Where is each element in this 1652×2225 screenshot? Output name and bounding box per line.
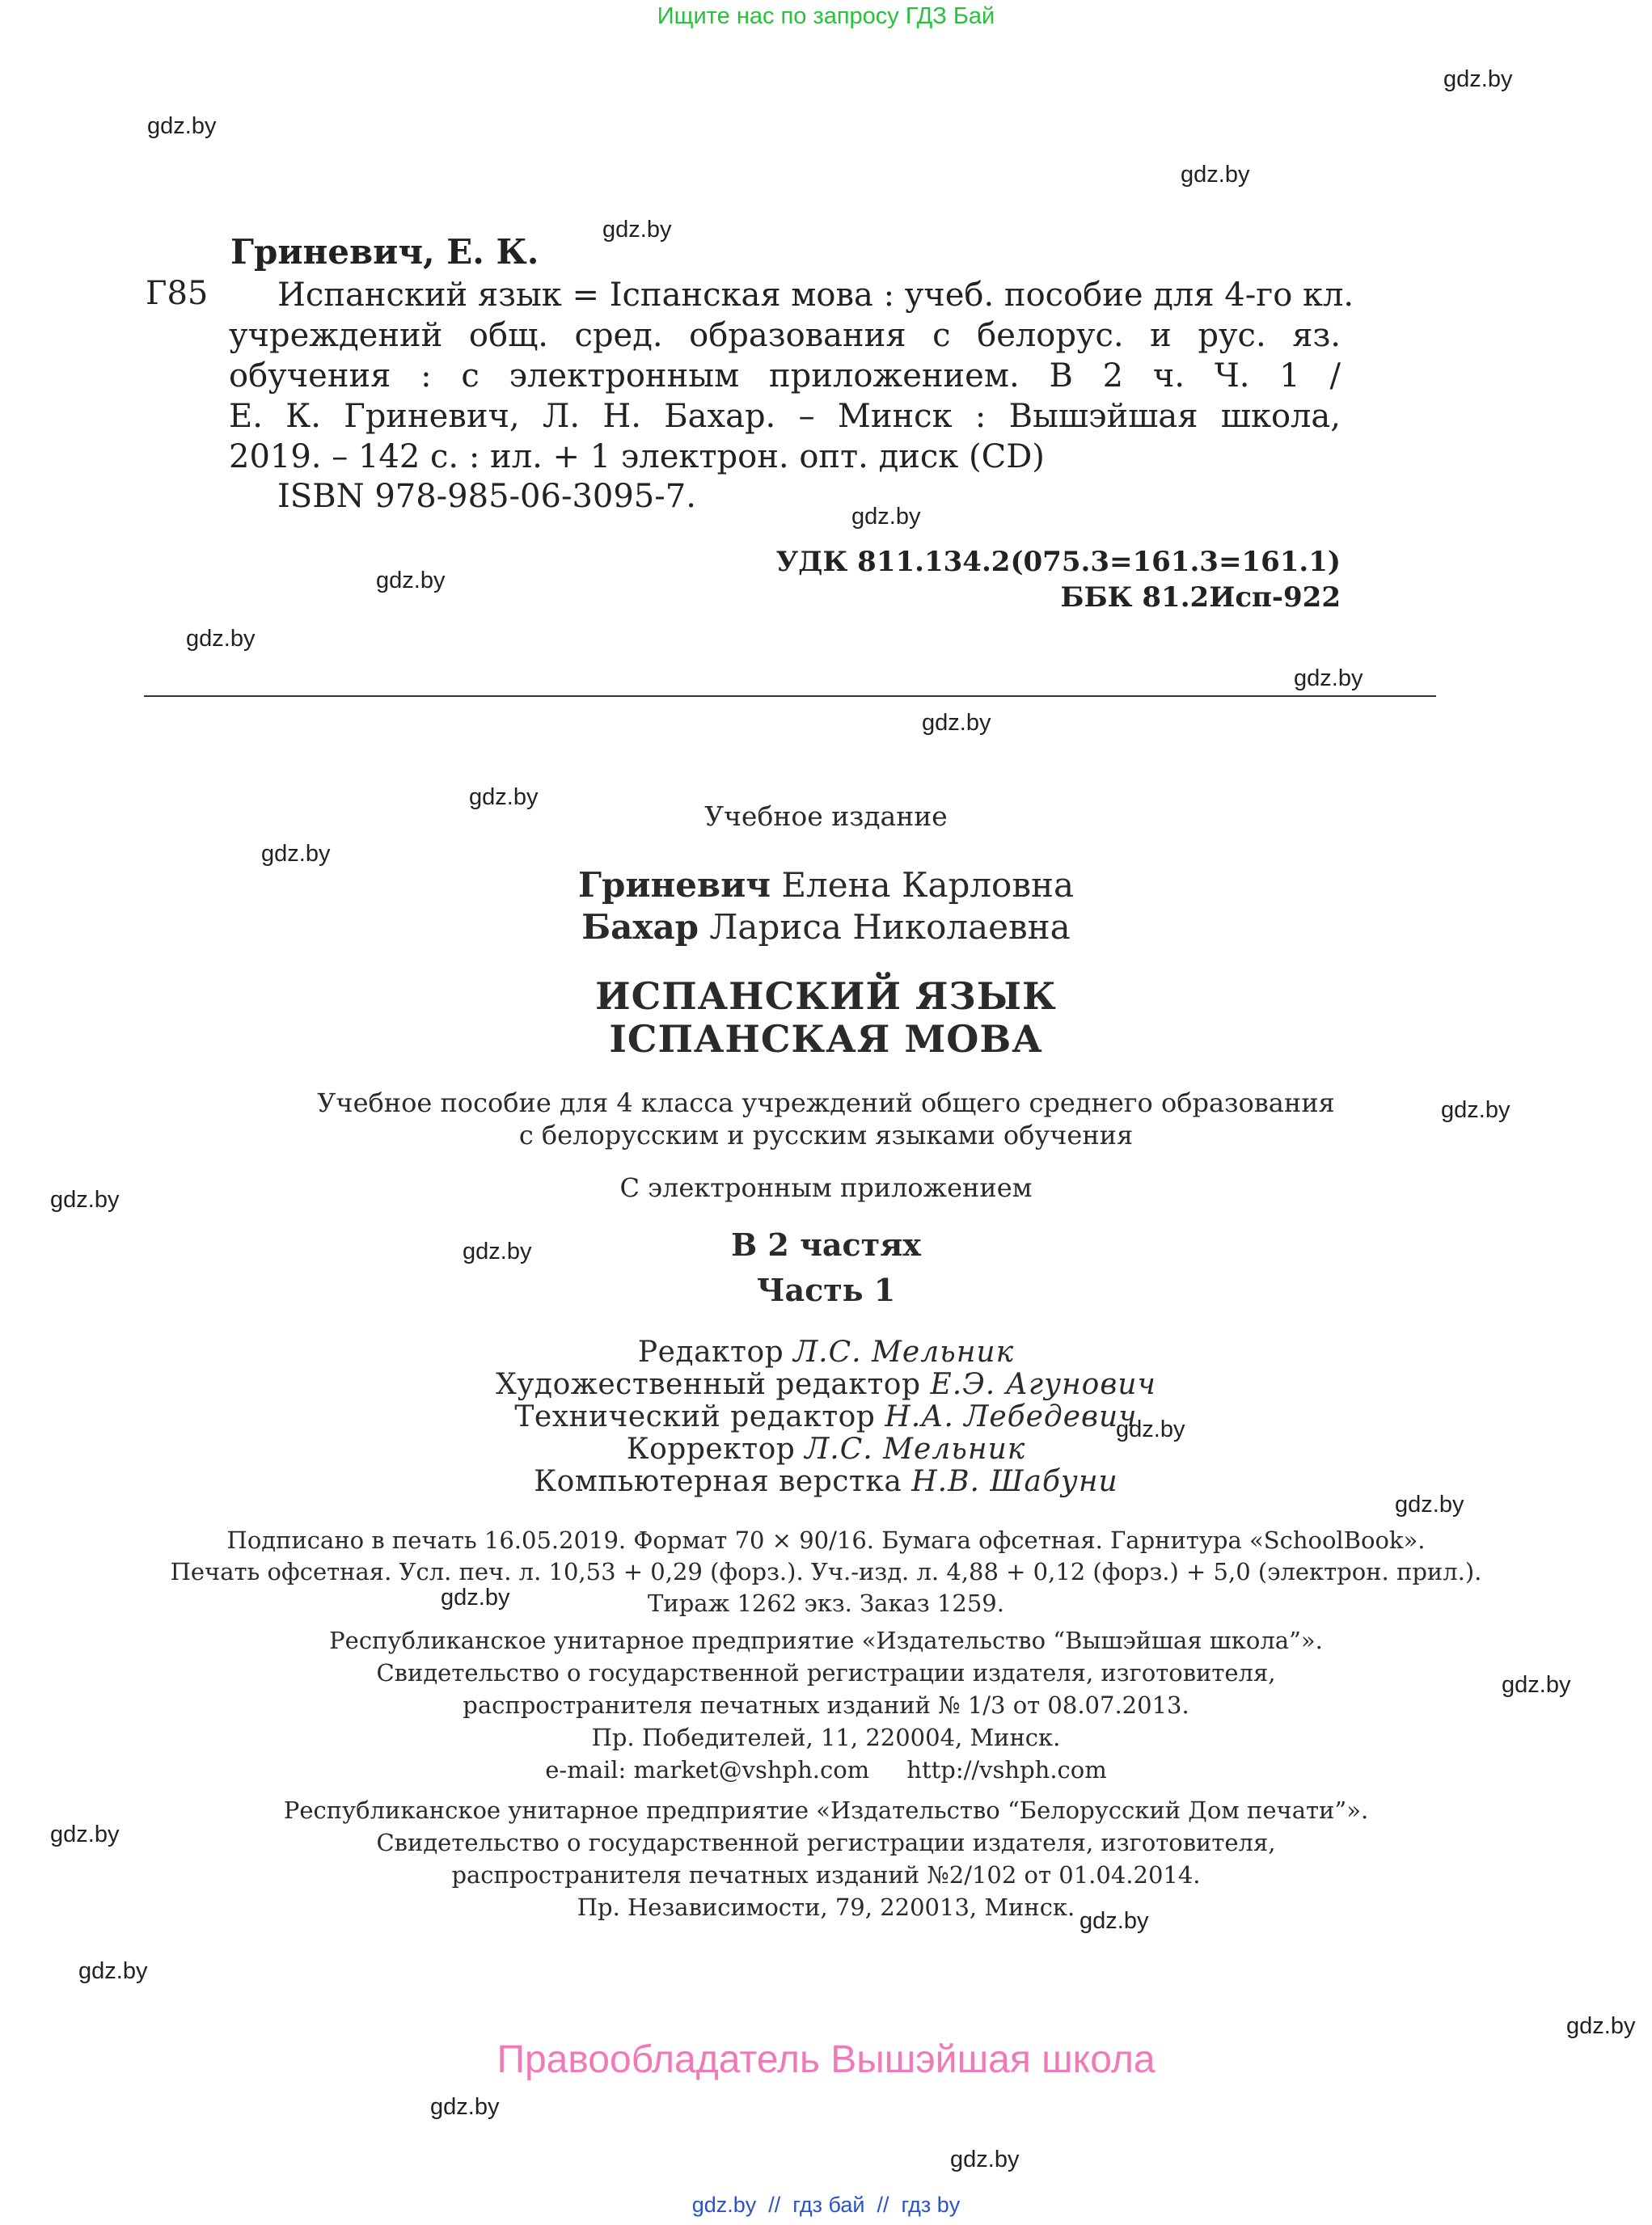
catalog-author: Гриневич, Е. К. (230, 232, 539, 272)
watermark: gdz.by (851, 504, 921, 530)
watermark: gdz.by (922, 710, 991, 736)
catalog-line: обучения : с электронным приложением. В 2 ч. Ч. 1 / (229, 357, 1341, 395)
credit-line (0, 1368, 1652, 1401)
author-1-last-name: Гриневич (577, 865, 771, 905)
title-russian: ИСПАНСКИЙ ЯЗЫК (595, 974, 1057, 1018)
watermark: gdz.by (430, 2094, 500, 2120)
watermark: gdz.by (463, 1239, 532, 1264)
catalog-code: Г85 (146, 275, 209, 312)
part-number: Часть 1 (756, 1272, 896, 1308)
catalog-udk: УДК 811.134.2(075.3=161.3=161.1) (775, 546, 1341, 578)
parts-count: В 2 частях (731, 1226, 921, 1263)
subtitle-line-2: с белорусским и русским языками обучения (518, 1120, 1134, 1150)
catalog-line: 2019. – 142 с. : ил. + 1 электрон. опт. диск (CD) (229, 438, 1045, 475)
printer-line: Пр. Независимости, 79, 220013, Минск. (577, 1894, 1075, 1921)
catalog-description (229, 275, 1354, 477)
watermark: gdz.by (1566, 2013, 1636, 2039)
title-belarusian: ІСПАНСКАЯ МОВА (609, 1017, 1043, 1061)
credit-role: Редактор (637, 1336, 794, 1369)
printer-line: распространителя печатных изданий №2/102 от 01.04.2014. (451, 1861, 1201, 1889)
credit-line (0, 1336, 1652, 1369)
credit-name: Л.С. Мельник (793, 1336, 1015, 1369)
author-2 (0, 907, 1652, 947)
electronic-supplement-note: С электронным приложением (619, 1172, 1033, 1203)
watermark: gdz.by (186, 626, 256, 652)
section-divider (144, 695, 1436, 697)
credit-name: Е.Э. Агунович (930, 1368, 1156, 1401)
author-1 (0, 865, 1652, 905)
watermark: gdz.by (1116, 1416, 1185, 1442)
watermark: gdz.by (50, 1187, 120, 1213)
watermark: gdz.by (441, 1585, 510, 1611)
printer-line: Республиканское унитарное предприятие «Издательство “Белорусский Дом печати”». (283, 1796, 1369, 1824)
publisher-line: Пр. Победителей, 11, 220004, Минск. (591, 1724, 1061, 1751)
credit-name: Н.А. Лебедевич (885, 1400, 1138, 1433)
watermark: gdz.by (469, 784, 539, 810)
author-1-first-names: Елена Карловна (771, 865, 1075, 905)
printer-line: Свидетельство о государственной регистрации издателя, изготовителя, (376, 1829, 1276, 1856)
watermark: gdz.by (147, 113, 217, 139)
credit-role: Компьютерная верстка (534, 1465, 912, 1498)
watermark: gdz.by (261, 841, 331, 867)
bottom-links[interactable]: gdz.by // гдз бай // гдз by (691, 2193, 961, 2217)
watermark: gdz.by (602, 217, 672, 243)
credit-line (0, 1400, 1652, 1433)
subtitle-line-1: Учебное пособие для 4 класса учреждений общего среднего образования (317, 1087, 1335, 1118)
credit-line (0, 1433, 1652, 1466)
credit-role: Корректор (626, 1433, 805, 1466)
print-info-line: Подписано в печать 16.05.2019. Формат 70 × 90/16. Бумага офсетная. Гарнитура «SchoolBook». (226, 1526, 1426, 1554)
print-info-line: Печать офсетная. Усл. печ. л. 10,53 + 0,29 (форз.). Уч.-изд. л. 4,88 + 0,12 (форз.) + 5,0 (электрон. прил.). (170, 1558, 1482, 1585)
credit-line (0, 1465, 1652, 1498)
catalog-line: учреждений общ. сред. образования с белорус. и рус. яз. (229, 317, 1341, 354)
credit-role: Художественный редактор (496, 1368, 931, 1401)
watermark: gdz.by (1441, 1097, 1510, 1123)
watermark: gdz.by (50, 1822, 120, 1847)
catalog-line: Испанский язык = Іспанская мова : учеб. пособие для 4-го кл. (277, 277, 1354, 314)
edition-type: Учебное издание (704, 800, 948, 832)
watermark: gdz.by (1080, 1908, 1149, 1934)
author-2-last-name: Бахар (581, 907, 699, 947)
credit-role: Технический редактор (514, 1400, 885, 1433)
credit-name: Л.С. Мельник (805, 1433, 1026, 1466)
rights-holder-notice: Правообладатель Вышэйшая школа (496, 2038, 1156, 2081)
publisher-line: распространителя печатных изданий № 1/3 от 08.07.2013. (463, 1691, 1189, 1719)
watermark: gdz.by (1443, 66, 1513, 92)
watermark: gdz.by (1395, 1492, 1464, 1518)
watermark: gdz.by (78, 1958, 148, 1984)
top-search-link[interactable]: Ищите нас по запросу ГДЗ Бай (657, 3, 995, 29)
catalog-bbk: ББК 81.2Исп-922 (1060, 581, 1341, 614)
credit-name: Н.В. Шабуни (911, 1465, 1118, 1498)
watermark: gdz.by (1502, 1672, 1571, 1698)
publisher-contacts: e-mail: market@vshph.com http://vshph.com (545, 1756, 1107, 1784)
watermark: gdz.by (1294, 665, 1363, 691)
author-2-first-names: Лариса Николаевна (699, 907, 1071, 947)
publisher-line: Свидетельство о государственной регистрации издателя, изготовителя, (376, 1659, 1276, 1687)
watermark: gdz.by (1181, 162, 1250, 188)
watermark: gdz.by (376, 568, 446, 593)
catalog-isbn: ISBN 978-985-06-3095-7. (277, 478, 696, 515)
print-info-line: Тираж 1262 экз. Заказ 1259. (648, 1590, 1004, 1617)
watermark: gdz.by (950, 2147, 1020, 2172)
publisher-line: Республиканское унитарное предприятие «Издательство “Вышэйшая школа”». (329, 1627, 1323, 1654)
catalog-line: Е. К. Гриневич, Л. Н. Бахар. – Минск : Вышэйшая школа, (229, 398, 1341, 435)
